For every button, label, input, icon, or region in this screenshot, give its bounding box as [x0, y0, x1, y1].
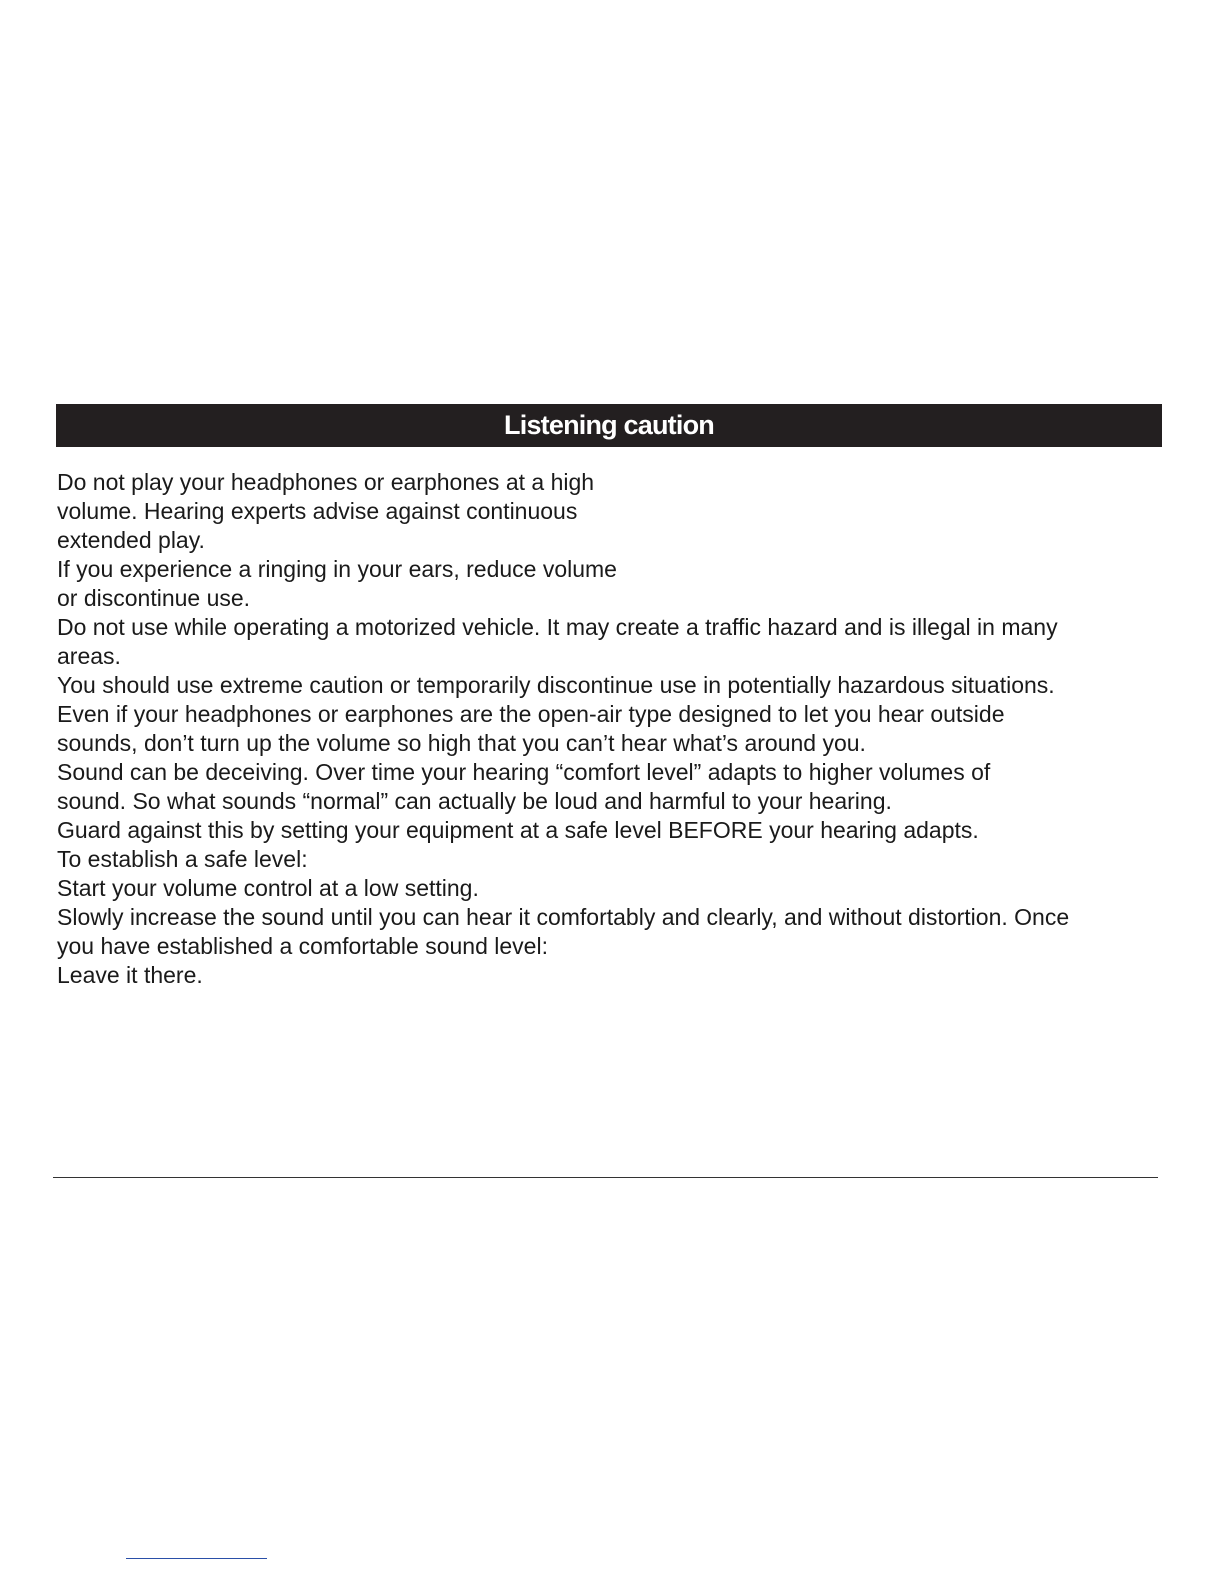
text-line: Leave it there.: [57, 962, 203, 988]
section-heading-banner: [56, 404, 1162, 447]
horizontal-divider: [53, 1177, 1158, 1178]
text-line: Even if your headphones or earphones are the open-air type designed to let you hear outside: [57, 701, 1005, 727]
text-line: volume. Hearing experts advise against continuous: [57, 498, 578, 524]
text-line: If you experience a ringing in your ears, reduce volume: [57, 556, 617, 582]
text-line: sound. So what sounds “normal” can actually be loud and harmful to your hearing.: [57, 788, 892, 814]
text-line: sounds, don’t turn up the volume so high that you can’t hear what’s around you.: [57, 730, 866, 756]
text-line: Start your volume control at a low setting.: [57, 875, 479, 901]
text-line: Slowly increase the sound until you can hear it comfortably and clearly, and without distortion. Once: [57, 904, 1070, 930]
text-line: you have established a comfortable sound level:: [57, 933, 548, 959]
text-line: or discontinue use.: [57, 585, 251, 611]
text-line: Do not use while operating a motorized vehicle. It may create a traffic hazard and is illegal in many: [57, 614, 1058, 640]
text-line: Sound can be deceiving. Over time your hearing “comfort level” adapts to higher volumes of: [57, 759, 991, 785]
text-line: areas.: [57, 643, 121, 669]
text-line: Guard against this by setting your equipment at a safe level BEFORE your hearing adapts.: [57, 817, 979, 843]
text-line: extended play.: [57, 527, 205, 553]
footer-link-underline[interactable]: [126, 1558, 267, 1559]
text-line: You should use extreme caution or temporarily discontinue use in potentially hazardous situations.: [57, 672, 1055, 698]
text-line: Do not play your headphones or earphones at a high: [57, 469, 595, 495]
caution-body-text: [57, 468, 1167, 990]
section-heading: Listening caution: [504, 410, 714, 440]
text-line: To establish a safe level:: [57, 846, 308, 872]
